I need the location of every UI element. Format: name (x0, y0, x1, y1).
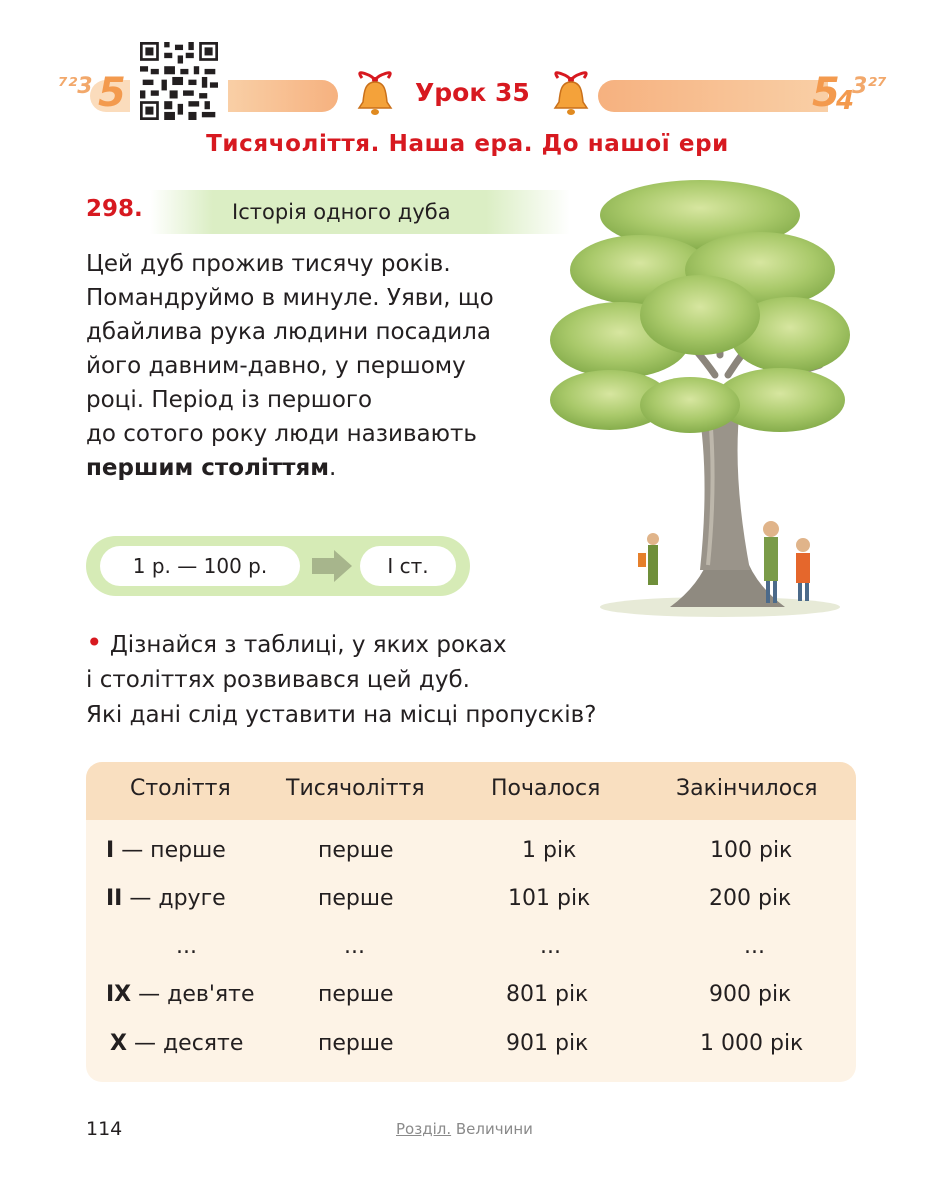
bold-term: першим століттям (86, 455, 330, 481)
footer-section (396, 1120, 533, 1138)
lesson-title: Урок 35 (415, 78, 530, 107)
table-cell-start: ... (540, 934, 561, 959)
year-range-box: 1 р. — 100 р. (100, 546, 300, 586)
task-number: 298. (86, 196, 143, 222)
paragraph-line: році. Період із першого (86, 387, 373, 413)
header-band-left (228, 80, 338, 112)
deco-digits-right: 3²⁷ (852, 74, 887, 99)
table-cell-century: II — друге (106, 886, 226, 911)
deco-digit-five-left: 5 (98, 70, 126, 116)
paragraph-line: його давним-давно, у першому (86, 353, 466, 379)
century-result-box: I ст. (360, 546, 456, 586)
table-cell-century: I — перше (106, 838, 226, 863)
question-line: • Дізнайся з таблиці, у яких роках (86, 626, 507, 659)
table-cell-start: 101 рік (508, 886, 591, 911)
footer-section-name: Величини (455, 1120, 533, 1138)
table-cell-start: 801 рік (506, 982, 589, 1007)
page-number: 114 (86, 1118, 123, 1140)
table-header-start: Почалося (491, 776, 601, 801)
table-cell-end: 100 рік (710, 838, 793, 863)
table-header-end: Закінчилося (676, 776, 818, 801)
table-cell-end: 200 рік (709, 886, 792, 911)
table-cell-millennium: перше (318, 982, 394, 1007)
deco-digits-left: ⁷²3 (58, 74, 93, 99)
paragraph-line: Помандруймо в минуле. Уяви, що (86, 285, 494, 311)
task-title: Історія одного дуба (232, 200, 451, 224)
table-cell-millennium: ... (344, 934, 365, 959)
question-line: і століттях розвивався цей дуб. (86, 667, 470, 693)
table-cell-century: ... (176, 934, 197, 959)
bell-icon-left (352, 68, 398, 118)
table-cell-start: 1 рік (522, 838, 577, 863)
question-line: Які дані слід уставити на місці пропусків? (86, 702, 597, 728)
deco-digit-five-right: 5 (812, 70, 840, 116)
table-cell-millennium: перше (318, 886, 394, 911)
table-cell-end: 900 рік (709, 982, 792, 1007)
task-paragraph (86, 247, 556, 485)
page-subtitle: Тисячоліття. Наша ера. До нашої ери (206, 131, 729, 157)
bell-icon-right (548, 68, 594, 118)
paragraph-line: до сотого року люди називають (86, 421, 477, 447)
table-cell-end: ... (744, 934, 765, 959)
table-cell-start: 901 рік (506, 1031, 589, 1056)
paragraph-line: Цей дуб прожив тисячу років. (86, 251, 451, 277)
table-cell-millennium: перше (318, 838, 394, 863)
paragraph-line-last (86, 451, 556, 485)
table-cell-century: X — десяте (110, 1031, 244, 1056)
deco-digit-four-right: 4 (836, 86, 855, 116)
table-header-century: Століття (130, 776, 231, 801)
table-cell-millennium: перше (318, 1031, 394, 1056)
footer-section-link[interactable]: Розділ. (396, 1120, 452, 1138)
paragraph-line: дбайлива рука людини посадила (86, 319, 491, 345)
table-cell-end: 1 000 рік (700, 1031, 804, 1056)
table-header-millennium: Тисячоліття (286, 776, 425, 801)
arrow-right-icon (312, 550, 352, 582)
bullet-icon: • (86, 626, 103, 659)
question-block (86, 628, 596, 733)
header-band-right (598, 80, 828, 112)
qr-code-icon[interactable] (140, 42, 218, 120)
oak-tree-illustration (550, 175, 850, 620)
table-cell-century: IX — дев'яте (106, 982, 255, 1007)
period: . (329, 455, 337, 481)
